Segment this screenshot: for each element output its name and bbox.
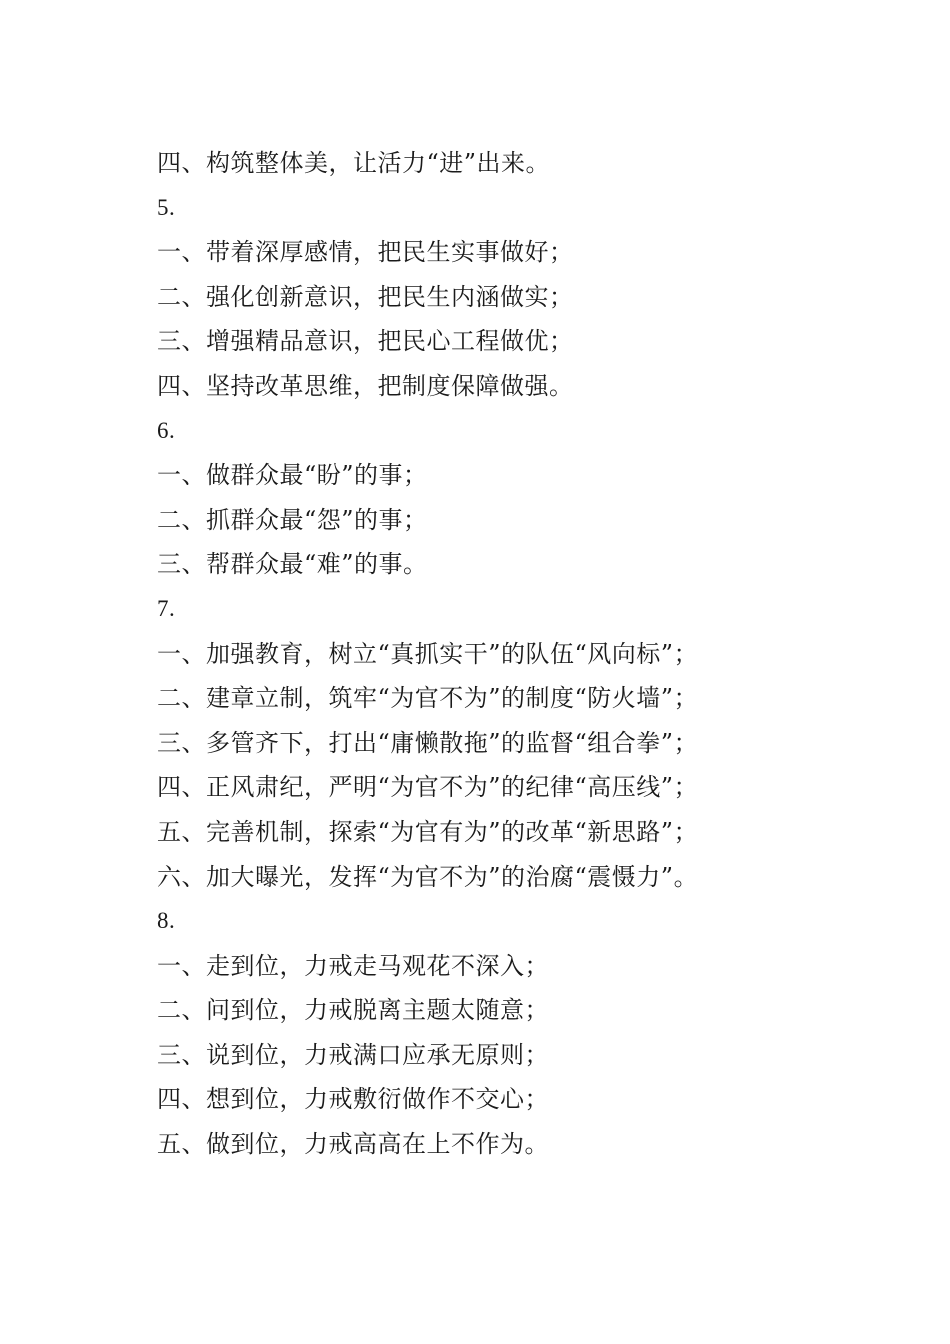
text-line: 一、做群众最“盼”的事；: [157, 461, 428, 490]
text-line: 五、完善机制，探索“为官有为”的改革“新思路”；: [157, 817, 699, 846]
text-line: 二、问到位，力戒脱离主题太随意；: [157, 996, 549, 1025]
document-body: [157, 141, 877, 1167]
text-line: 一、加强教育，树立“真抓实干”的队伍“风向标”；: [157, 639, 699, 668]
text-line: 五、做到位，力戒高高在上不作为。: [157, 1130, 549, 1159]
text-line: 四、坚持改革思维，把制度保障做强。: [157, 371, 574, 400]
section-number: 6.: [157, 417, 176, 443]
text-line: 四、想到位，力戒敷衍做作不交心；: [157, 1085, 549, 1114]
text-line: 三、说到位，力戒满口应承无原则；: [157, 1040, 549, 1069]
text-line: 三、增强精品意识，把民心工程做优；: [157, 327, 574, 356]
text-line: 六、加大曝光，发挥“为官不为”的治腐“震慑力”。: [157, 862, 699, 891]
text-line: 一、走到位，力戒走马观花不深入；: [157, 951, 549, 980]
text-line: 二、强化创新意识，把民生内涵做实；: [157, 282, 574, 311]
text-line: 四、构筑整体美，让活力“进”出来。: [157, 149, 551, 177]
text-line: 二、建章立制，筑牢“为官不为”的制度“防火墙”；: [157, 684, 699, 713]
text-line: 一、带着深厚感情，把民生实事做好；: [157, 238, 574, 267]
text-line: 四、正风肃纪，严明“为官不为”的纪律“高压线”；: [157, 773, 699, 802]
text-line: 三、帮群众最“难”的事。: [157, 550, 428, 579]
section-number: 8.: [157, 908, 176, 934]
text-line: 三、多管齐下，打出“庸懒散拖”的监督“组合拳”；: [157, 728, 699, 757]
section-number: 7.: [157, 595, 176, 621]
section-number: 5.: [157, 194, 176, 220]
text-line: 二、抓群众最“怨”的事；: [157, 505, 428, 534]
